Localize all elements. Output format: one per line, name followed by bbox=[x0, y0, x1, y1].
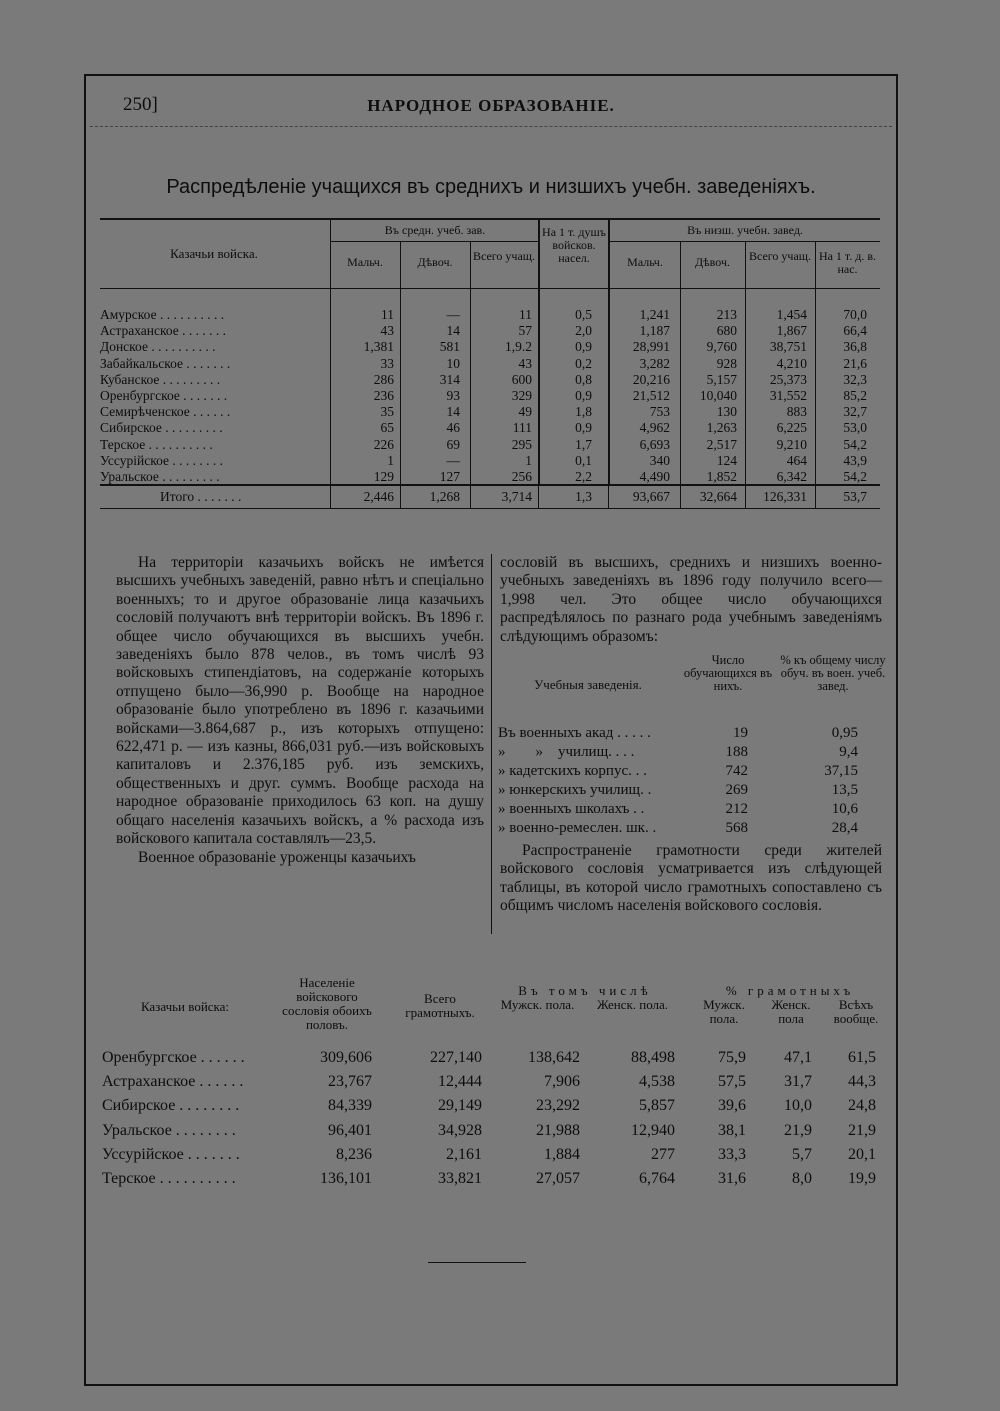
cell-percent: 10,6 bbox=[831, 801, 858, 817]
cell-male: 27,057 bbox=[536, 1169, 580, 1187]
header-per-thousand-lower: На 1 т. д. в. нас. bbox=[818, 249, 877, 276]
cell-male: 138,642 bbox=[528, 1049, 580, 1066]
header-secondary-group: Въ средн. учеб. зав. bbox=[384, 223, 486, 237]
header-literate-total: Всего грамотныхъ. bbox=[405, 991, 475, 1020]
cell-percent: 9,4 bbox=[839, 744, 858, 760]
row-label: Астраханское . . . . . . bbox=[102, 1073, 244, 1091]
header-lower-group: Въ низш. учебн. завед. bbox=[687, 223, 803, 237]
cell-l-per: 43,9 bbox=[843, 452, 867, 468]
right-text-column bbox=[500, 554, 882, 646]
total-l-per: 53,7 bbox=[843, 489, 867, 504]
document-page bbox=[84, 74, 898, 1386]
col-divider bbox=[608, 486, 609, 508]
table-header bbox=[498, 648, 888, 724]
cell-s-boys: 11 bbox=[381, 307, 394, 322]
cell-l-boys: 21,512 bbox=[632, 388, 670, 403]
table-row bbox=[100, 1167, 890, 1191]
cell-s-total: 600 bbox=[511, 371, 532, 387]
header-institutions: Учебныя заведенія. bbox=[534, 677, 642, 692]
header-percent: % къ общему числу обуч. въ воен. учеб. завед. bbox=[780, 653, 886, 693]
row-label: Терское . . . . . . . . . . bbox=[102, 1169, 236, 1187]
table-row bbox=[100, 437, 880, 453]
row-label: Оренбургское . . . . . . bbox=[102, 1049, 245, 1066]
cell-s-total: 43 bbox=[518, 355, 532, 371]
row-label: Уральское . . . . . . . . bbox=[102, 1121, 236, 1139]
page-number: 250] bbox=[123, 94, 158, 115]
table-row bbox=[100, 1046, 890, 1070]
cell-s-per: 0,9 bbox=[575, 339, 592, 355]
cell-l-total: 1,454 bbox=[776, 307, 807, 322]
cell-percent: 0,95 bbox=[831, 725, 858, 741]
cell-p-male: 33,3 bbox=[718, 1145, 746, 1163]
cell-l-total: 4,210 bbox=[776, 355, 807, 371]
cell-l-boys: 1,187 bbox=[639, 323, 670, 339]
cell-l-girls: 1,852 bbox=[706, 469, 737, 484]
cell-s-total: 329 bbox=[511, 388, 532, 403]
table-row bbox=[100, 388, 880, 404]
cell-l-girls: 10,040 bbox=[699, 388, 737, 403]
col-divider bbox=[470, 486, 471, 508]
cell-p-female: 5,7 bbox=[792, 1145, 812, 1163]
cell-p-all: 44,3 bbox=[848, 1073, 876, 1091]
cell-s-per: 0,9 bbox=[575, 420, 592, 436]
cell-l-per: 54,2 bbox=[843, 469, 867, 484]
total-l-girls: 32,664 bbox=[699, 489, 737, 504]
cell-s-boys: 226 bbox=[373, 436, 394, 452]
cell-l-boys: 28,991 bbox=[632, 339, 670, 355]
cell-s-boys: 286 bbox=[373, 371, 394, 387]
cell-l-per: 70,0 bbox=[843, 307, 867, 322]
paragraph: сословій въ высшихъ, среднихъ и низшихъ военно-учебныхъ заведеніяхъ въ 1896 году получило всего—1,998 чел. Это общее число обучающихся распредѣлялось по разнаго рода учебнымъ заведеніямъ слѣдующимъ образомъ: bbox=[500, 554, 882, 645]
total-s-girls: 1,268 bbox=[429, 489, 460, 504]
cell-s-girls: 46 bbox=[446, 420, 460, 436]
cell-l-total: 464 bbox=[786, 452, 807, 468]
header-count: Число обучающихся въ нихъ. bbox=[683, 653, 773, 693]
cell-s-boys: 65 bbox=[380, 420, 394, 436]
header-total: Всего учащ. bbox=[472, 249, 536, 263]
military-education-table bbox=[498, 648, 888, 838]
cell-lit: 29,149 bbox=[438, 1097, 482, 1115]
row-label: Амурское . . . . . . . . . . bbox=[100, 307, 225, 322]
cell-lit: 33,821 bbox=[438, 1169, 482, 1187]
cell-female: 5,857 bbox=[639, 1097, 675, 1115]
cell-female: 6,764 bbox=[639, 1169, 675, 1187]
cell-s-girls: 581 bbox=[439, 339, 460, 355]
cell-p-all: 19,9 bbox=[848, 1169, 876, 1187]
table-body bbox=[498, 724, 888, 838]
table1-title: Распредѣленіе учащихся въ среднихъ и низшихъ учебн. заведеніяхъ. bbox=[166, 176, 816, 198]
end-rule bbox=[428, 1262, 526, 1263]
total-s-per: 1,3 bbox=[575, 489, 592, 504]
row-label: Оренбургское . . . . . . . bbox=[100, 388, 228, 403]
cell-p-female: 10,0 bbox=[784, 1097, 812, 1115]
cell-l-per: 53,0 bbox=[843, 420, 867, 436]
cell-count: 742 bbox=[725, 763, 748, 779]
cell-male: 23,292 bbox=[536, 1097, 580, 1115]
running-head: НАРОДНОЕ ОБРАЗОВАНІЕ. bbox=[367, 96, 615, 115]
cell-p-female: 21,9 bbox=[784, 1121, 812, 1139]
cell-l-per: 21,6 bbox=[843, 355, 867, 371]
cell-s-per: 1,7 bbox=[575, 436, 592, 452]
header-rule bbox=[90, 126, 892, 127]
col-divider bbox=[400, 486, 401, 508]
total-s-total: 3,714 bbox=[501, 489, 532, 504]
cell-count: 188 bbox=[725, 744, 748, 760]
cell-s-per: 2,0 bbox=[575, 323, 592, 339]
cell-s-per: 0,1 bbox=[575, 452, 592, 468]
literacy-table bbox=[100, 976, 890, 1191]
cell-l-total: 38,751 bbox=[769, 339, 807, 355]
cell-l-girls: 9,760 bbox=[706, 339, 737, 355]
table-row bbox=[100, 1094, 890, 1118]
cell-l-per: 36,8 bbox=[843, 339, 867, 355]
table-row bbox=[100, 307, 880, 323]
row-label: Забайкальское . . . . . . . bbox=[100, 355, 231, 371]
table-row bbox=[498, 800, 888, 819]
cell-l-girls: 1,263 bbox=[706, 420, 737, 436]
table-row bbox=[100, 453, 880, 469]
col-divider bbox=[330, 486, 331, 508]
cell-s-per: 2,2 bbox=[575, 469, 592, 484]
cell-lit: 12,444 bbox=[438, 1073, 482, 1091]
cell-s-total: 1 bbox=[525, 452, 532, 468]
cell-l-per: 54,2 bbox=[843, 436, 867, 452]
cell-p-all: 24,8 bbox=[848, 1097, 876, 1115]
cell-p-all: 20,1 bbox=[848, 1145, 876, 1163]
cell-s-boys: 43 bbox=[380, 323, 394, 339]
header-girls: Дѣвоч. bbox=[694, 255, 730, 269]
paragraph: Распространеніе грамотности среди жителей войскового сословія усматривается изъ слѣдующей таблицы, въ которой число грамотныхъ сопоставлено съ общимъ числомъ населенія войскового сословія. bbox=[500, 842, 882, 915]
row-label: Въ военныхъ акад . . . . . bbox=[498, 725, 651, 741]
cell-p-female: 31,7 bbox=[784, 1073, 812, 1091]
cell-l-per: 32,3 bbox=[843, 371, 867, 387]
row-label: » » училищ. . . . bbox=[498, 744, 635, 760]
header-boys: Мальч. bbox=[627, 255, 663, 269]
cell-p-male: 39,6 bbox=[718, 1097, 746, 1115]
cell-s-total: 295 bbox=[511, 436, 532, 452]
table-row bbox=[498, 762, 888, 781]
cell-s-girls: 93 bbox=[446, 388, 460, 403]
cell-s-total: 111 bbox=[512, 420, 532, 436]
cell-s-girls: 10 bbox=[446, 355, 460, 371]
table-row bbox=[100, 339, 880, 355]
cell-female: 4,538 bbox=[639, 1073, 675, 1091]
cell-s-total: 256 bbox=[511, 469, 532, 484]
cell-s-total: 57 bbox=[518, 323, 532, 339]
cell-l-boys: 1,241 bbox=[639, 307, 670, 322]
cell-s-per: 0,2 bbox=[575, 355, 592, 371]
table-row bbox=[100, 1143, 890, 1167]
cell-l-girls: 213 bbox=[716, 307, 737, 322]
cell-female: 12,940 bbox=[631, 1121, 675, 1139]
header-total: Всего учащ. bbox=[748, 249, 812, 263]
cell-l-girls: 2,517 bbox=[706, 436, 737, 452]
cell-p-male: 38,1 bbox=[718, 1121, 746, 1139]
cell-pop: 96,401 bbox=[328, 1121, 372, 1139]
table-row bbox=[100, 372, 880, 388]
header-troops: Казачьи войска. bbox=[170, 246, 258, 261]
row-label: Уссурійское . . . . . . . . bbox=[100, 452, 223, 468]
header-pct-male: Мужск. пола. bbox=[703, 997, 745, 1026]
cell-count: 212 bbox=[725, 801, 748, 817]
cell-s-girls: 14 bbox=[446, 404, 460, 420]
table-row bbox=[100, 356, 880, 372]
cell-l-per: 66,4 bbox=[843, 323, 867, 339]
table-row bbox=[100, 469, 880, 485]
col-divider bbox=[680, 486, 681, 508]
header-subrule bbox=[330, 241, 540, 242]
table-header bbox=[100, 976, 890, 1046]
cell-p-all: 61,5 bbox=[848, 1049, 876, 1066]
cell-p-male: 75,9 bbox=[718, 1049, 746, 1066]
right-text-column-continued bbox=[500, 842, 882, 916]
total-l-boys: 93,667 bbox=[632, 489, 670, 504]
cell-pop: 8,236 bbox=[336, 1145, 372, 1163]
header-percent-literate: % грамотныхъ bbox=[725, 983, 855, 998]
cell-l-total: 9,210 bbox=[776, 436, 807, 452]
cell-p-male: 57,5 bbox=[718, 1073, 746, 1091]
total-label: Итого . . . . . . . bbox=[160, 489, 242, 504]
cell-s-girls: 127 bbox=[439, 469, 460, 484]
row-label: » военныхъ школахъ . . bbox=[498, 801, 645, 817]
header-troops: Казачьи войска: bbox=[140, 999, 230, 1014]
header-male: Мужск. пола. bbox=[500, 997, 575, 1012]
cell-s-boys: 1 bbox=[387, 452, 394, 468]
col-divider bbox=[470, 241, 471, 288]
row-label: Сибирское . . . . . . . . bbox=[102, 1097, 240, 1115]
table-row bbox=[100, 1070, 890, 1094]
cell-l-boys: 6,693 bbox=[639, 436, 670, 452]
cell-l-total: 883 bbox=[786, 404, 807, 420]
cell-p-male: 31,6 bbox=[718, 1169, 746, 1187]
col-divider bbox=[745, 486, 746, 508]
cell-l-girls: 680 bbox=[716, 323, 737, 339]
cell-l-total: 6,225 bbox=[776, 420, 807, 436]
cell-percent: 28,4 bbox=[831, 820, 858, 836]
cell-l-total: 6,342 bbox=[776, 469, 807, 484]
header-female: Женск. пола. bbox=[596, 997, 669, 1012]
header-population: Населеніе войскового сословія обоихъ половъ. bbox=[282, 975, 372, 1032]
cell-male: 1,884 bbox=[544, 1145, 580, 1163]
cell-male: 7,906 bbox=[544, 1073, 580, 1091]
cell-s-boys: 236 bbox=[373, 388, 394, 403]
row-label: » юнкерскихъ училищ. . bbox=[498, 782, 652, 798]
cell-count: 269 bbox=[725, 782, 748, 798]
table-row bbox=[100, 404, 880, 420]
cell-l-boys: 3,282 bbox=[639, 355, 670, 371]
table-row bbox=[498, 781, 888, 800]
table-header bbox=[100, 220, 880, 289]
cell-l-boys: 4,962 bbox=[639, 420, 670, 436]
cell-s-girls: 314 bbox=[439, 371, 460, 387]
cell-l-total: 1,867 bbox=[776, 323, 807, 339]
table-body bbox=[100, 289, 880, 485]
row-label: Донское . . . . . . . . . . bbox=[100, 339, 216, 355]
header-pct-all: Всѣхъ вообще. bbox=[833, 997, 879, 1026]
cell-s-total: 1,9.2 bbox=[505, 339, 532, 355]
left-text-column bbox=[116, 554, 484, 867]
col-divider bbox=[538, 486, 539, 508]
cell-female: 88,498 bbox=[631, 1049, 675, 1066]
cell-s-girls: — bbox=[446, 452, 460, 468]
cell-percent: 37,15 bbox=[824, 763, 858, 779]
cell-l-total: 25,373 bbox=[769, 371, 807, 387]
cell-pop: 309,606 bbox=[320, 1049, 372, 1066]
table-row bbox=[100, 420, 880, 436]
cell-l-boys: 753 bbox=[649, 404, 670, 420]
cell-p-female: 8,0 bbox=[792, 1169, 812, 1187]
cell-s-per: 1,8 bbox=[575, 404, 592, 420]
table-row bbox=[498, 743, 888, 762]
cell-s-girls: — bbox=[446, 307, 460, 322]
cell-male: 21,988 bbox=[536, 1121, 580, 1139]
row-label: Сибирское . . . . . . . . . bbox=[100, 420, 223, 436]
cell-lit: 227,140 bbox=[430, 1049, 482, 1066]
page-header bbox=[86, 76, 896, 126]
cell-l-girls: 5,157 bbox=[706, 371, 737, 387]
header-of-which: Въ томъ числѣ bbox=[518, 983, 652, 998]
cell-female: 277 bbox=[651, 1145, 675, 1163]
col-divider bbox=[745, 241, 746, 288]
cell-l-total: 31,552 bbox=[769, 388, 807, 403]
table-row bbox=[498, 724, 888, 743]
row-label: » военно-ремеслен. шк. . bbox=[498, 820, 657, 836]
table-bottom-rule bbox=[100, 508, 880, 509]
cell-lit: 2,161 bbox=[446, 1145, 482, 1163]
col-divider bbox=[815, 486, 816, 508]
paragraph: Военное образованіе уроженцы казачьихъ bbox=[138, 848, 416, 866]
cell-count: 19 bbox=[733, 725, 748, 741]
cell-l-boys: 20,216 bbox=[632, 371, 670, 387]
cell-s-per: 0,9 bbox=[575, 388, 592, 403]
cell-s-girls: 69 bbox=[446, 436, 460, 452]
cell-l-girls: 130 bbox=[716, 404, 737, 420]
row-label: Уссурійское . . . . . . . bbox=[102, 1145, 240, 1163]
column-divider bbox=[491, 554, 492, 934]
table-body bbox=[100, 1046, 890, 1191]
row-label: Уральское . . . . . . . . . bbox=[100, 469, 220, 484]
table-row bbox=[100, 1119, 890, 1143]
total-s-boys: 2,446 bbox=[363, 489, 394, 504]
total-row bbox=[100, 486, 880, 508]
cell-pop: 136,101 bbox=[320, 1169, 372, 1187]
cell-l-per: 32,7 bbox=[843, 404, 867, 420]
cell-s-boys: 33 bbox=[380, 355, 394, 371]
cell-l-per: 85,2 bbox=[843, 388, 867, 403]
cell-l-boys: 4,490 bbox=[639, 469, 670, 484]
row-label: Кубанское . . . . . . . . . bbox=[100, 371, 221, 387]
distribution-table bbox=[100, 218, 880, 504]
cell-lit: 34,928 bbox=[438, 1121, 482, 1139]
header-per-thousand: На 1 т. душъ войсков. насел. bbox=[542, 225, 606, 265]
cell-s-total: 11 bbox=[519, 307, 532, 322]
cell-s-per: 0,5 bbox=[575, 307, 592, 322]
cell-l-girls: 928 bbox=[716, 355, 737, 371]
cell-s-total: 49 bbox=[518, 404, 532, 420]
header-boys: Мальч. bbox=[347, 255, 383, 269]
row-label: Терское . . . . . . . . . . bbox=[100, 436, 213, 452]
cell-pop: 84,339 bbox=[328, 1097, 372, 1115]
cell-s-boys: 1,381 bbox=[363, 339, 394, 355]
cell-s-girls: 14 bbox=[446, 323, 460, 339]
table-row bbox=[100, 323, 880, 339]
total-l-total: 126,331 bbox=[763, 489, 807, 504]
cell-l-girls: 124 bbox=[716, 452, 737, 468]
cell-s-boys: 35 bbox=[380, 404, 394, 420]
cell-p-female: 47,1 bbox=[784, 1049, 812, 1066]
cell-s-boys: 129 bbox=[373, 469, 394, 484]
paragraph: На территоріи казачьихъ войскъ не имѣется высшихъ учебныхъ заведеній, равно нѣтъ и спеціально военныхъ; то и другое образованіе лица казачьихъ сословій получаютъ внѣ территоріи войскъ. Въ 1896 г. общее число обучающихся въ высшихъ учебн. заведеніяхъ было 878 челов., въ томъ числѣ 93 войсковыхъ стипендіатовъ, на содержаніе которыхъ отпущено было—36,990 р. Вообще на народное образованіе было употреблено въ 1896 г. казачьими войсками—3.864,687 р., изъ которыхъ отпущено: 622,471 р. — изъ казны, 866,031 руб.—изъ войсковыхъ капиталовъ и 2.376,185 руб. изъ земскихъ, общественныхъ и друг. суммъ. Вообще расхода на народное образованіе приходилось 63 коп. на душу общаго населенія казачьихъ войскъ, а % расхода изъ войскового капитала составлялъ—23,5. bbox=[116, 554, 484, 848]
cell-percent: 13,5 bbox=[831, 782, 858, 798]
cell-p-all: 21,9 bbox=[848, 1121, 876, 1139]
row-label: » кадетскихъ корпус. . . bbox=[498, 763, 647, 779]
cell-l-boys: 340 bbox=[649, 452, 670, 468]
table-row bbox=[498, 819, 888, 838]
header-pct-female: Женск. пола bbox=[771, 997, 811, 1026]
row-label: Астраханское . . . . . . . bbox=[100, 323, 227, 339]
header-girls: Дѣвоч. bbox=[417, 255, 453, 269]
cell-pop: 23,767 bbox=[328, 1073, 372, 1091]
cell-count: 568 bbox=[725, 820, 748, 836]
cell-s-per: 0,8 bbox=[575, 371, 592, 387]
row-label: Семирѣченское . . . . . . bbox=[100, 404, 231, 420]
